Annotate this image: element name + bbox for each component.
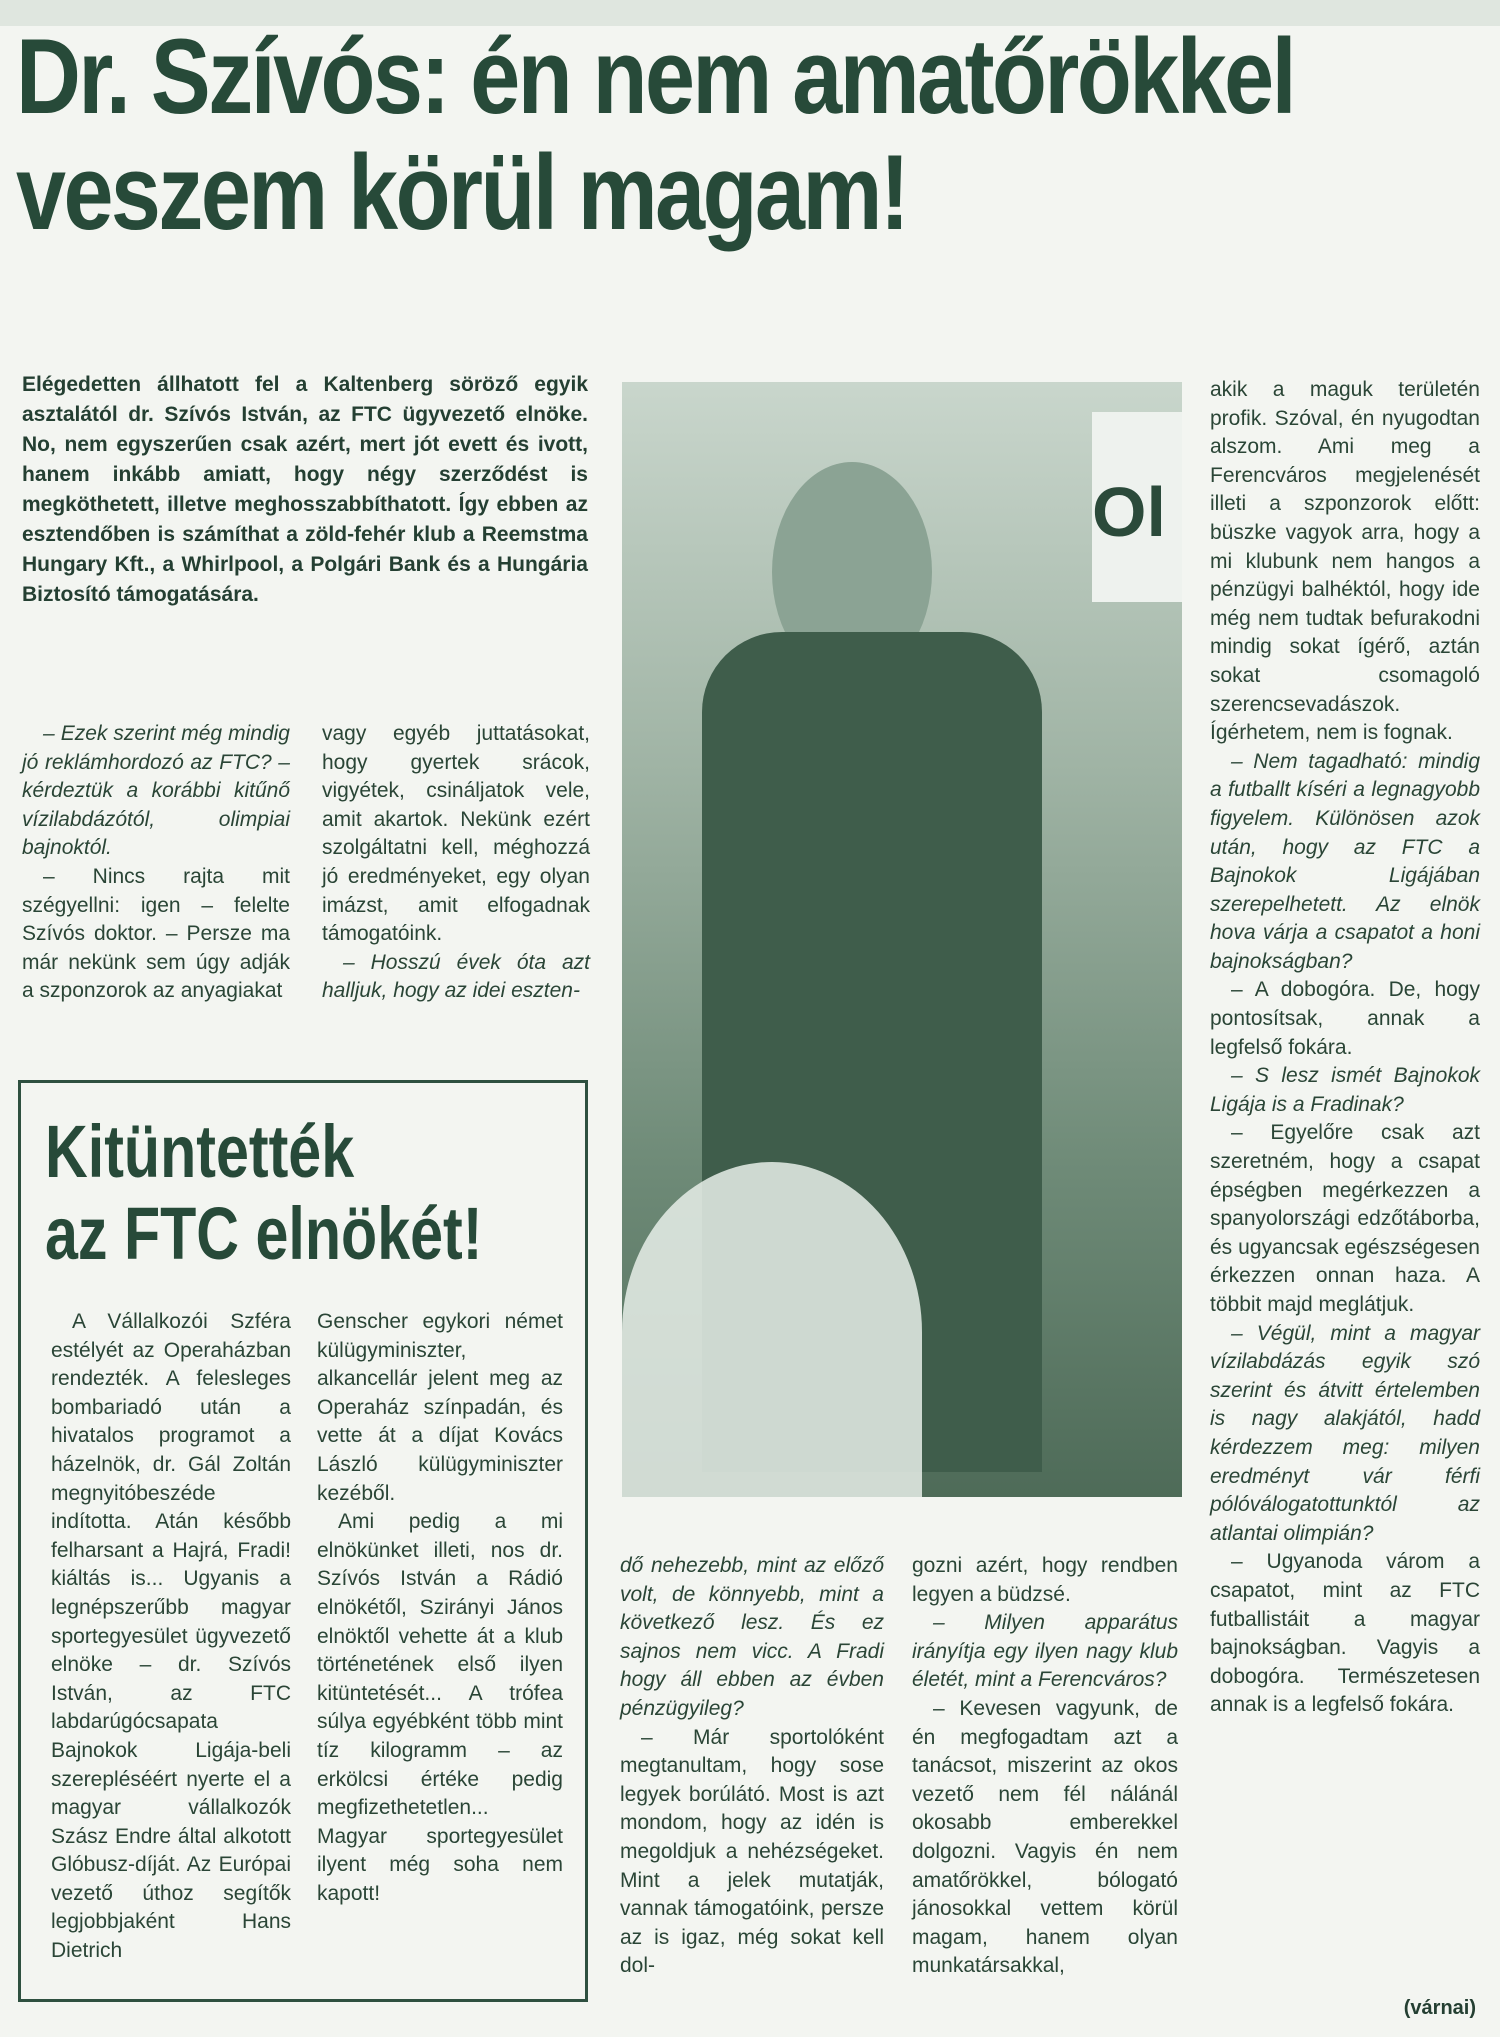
paragraph: vagy egyéb juttatásokat, hogy gyertek srácok, vigyétek, csináljatok vele, amit akartok. Nekünk ezért szolgáltatni kell, méghozzá jó eredményeket, egy olyan imázst, amit elfogadnak támogatóink. [322,722,590,946]
paragraph: – Egyelőre csak azt szeretném, hogy a csapat épségben megérkezzen a spanyolországi edzőtáborba, és ugyancsak egészségesen érkezzen onnan haza. A többit majd meglátjuk. [1210,1121,1480,1316]
author-signature: (várnai) [1403,1997,1476,2019]
flower-bouquet [622,1162,922,1497]
headline-line-1: Dr. Szívós: én nem amatőrökkel [16,16,1295,136]
paragraph: A Vállalkozói Szféra estélyét az Operaházban rendezték. A felesleges bombariadó után a hivatalos programot a házelnök, dr. Gál Zoltán megnyitóbeszéde indította. Atán később felharsant a Hajrá, Fradi! kiáltás is... Ugyanis a legnépszerűbb magyar sportegyesület ügyvezető elnöke – dr. Szívós István, az FTC labdarúgócsapata Bajnokok Ligája-beli szerepléséért nyerte el a magyar vállalkozók Szász Endre által alkotott Glóbusz-díját. Az Európai vezető úthoz segítők legjobbjaként Hans Dietrich [51,1310,291,1963]
article-column-5 [1210,376,1480,1720]
headline [16,16,1295,252]
photo-dr-szivos [622,382,1182,1497]
sidebar-title-line-2: az FTC elnökét! [45,1192,483,1275]
article-column-3 [620,1552,884,1981]
paragraph: – Végül, mint a magyar vízilabdázás egyik szó szerint és átvitt értelemben is nagy alakjától, hadd kérdezzem meg: milyen eredményt vár férfi pólóválogatottunktól az atlantai olimpián? [1210,1321,1480,1545]
paragraph: – S lesz ismét Bajnokok Ligája is a Fradinak? [1210,1064,1480,1116]
paragraph: Genscher egykori német külügyminiszter, alkancellár jelent meg az Operaház színpadán, és vette át a díjat Kovács László külügyminiszter kezéből. [317,1310,563,1505]
paragraph: – Nem tagadható: mindig a futballt kíséri a legnagyobb figyelem. Különösen azok után, hogy az FTC a Bajnokok Ligájában szerepelhetett. Az elnök hova várja a csapatot a honi bajnokságban? [1210,749,1480,973]
sidebar-title-line-1: Kitüntették [45,1110,355,1193]
article-column-4 [912,1552,1178,1981]
paragraph: Ami pedig a mi elnökünket illeti, nos dr. Szívós István a Rádió elnökétől, Szirányi János elnöktől vehette át a klub történetének első ilyen kitüntetését... A trófea súlya egyébként több mint tíz kilogramm – az erkölcsi értéke pedig megfizethetetlen... Magyar sportegyesület ilyent még soha nem kapott! [317,1510,563,1905]
paragraph: – Milyen apparátus irányítja egy ilyen nagy klub életét, mint a Ferencváros? [912,1611,1178,1692]
paragraph: – A dobogóra. De, hogy pontosítsak, annak a legfelső fokára. [1210,978,1480,1059]
sidebar-title [45,1111,493,1275]
sidebar-column-b [317,1308,563,1908]
sidebar-box [18,1080,588,2002]
headline-line-2: veszem körül magam! [16,132,908,252]
paragraph: – Ugyanoda várom a csapatot, mint az FTC futballistáit a magyar bajnokságban. Vagyis a dobogóra. Természetesen annak is a legfelső fokára. [1210,1550,1480,1717]
paragraph: – Hosszú évek óta azt halljuk, hogy az idei eszten- [322,950,590,1003]
article-column-1 [22,720,290,1006]
paragraph: dő nehezebb, mint az előző volt, de könnyebb, mint a következő lesz. És ez sajnos nem vicc. A Fradi hogy áll ebben az évben pénzügyileg? [620,1554,884,1720]
sign-lettering: Ol [1092,473,1166,551]
sidebar-column-a [51,1308,291,1966]
paragraph: – Kevesen vagyunk, de én megfogadtam azt a tanácsot, miszerint az okos vezető nem fél nálánál okosabb emberekkel dolgozni. Vagyis én nem amatőrökkel, bólogató jánosokkal vettem körül magam, hanem olyan munkatársakkal, [912,1696,1178,1978]
paragraph: – Nincs rajta mit szégyellni: igen – felelte Szívós doktor. – Persze ma már nekünk sem úgy adják a szponzorok az anyagiakat [22,864,290,1003]
paragraph: akik a maguk területén profik. Szóval, én nyugodtan alszom. Ami meg a Ferencváros megjelenését illeti a szponzorok előtt: büszke vagyok arra, hogy a mi klubunk nem hangos a pénzügyi balhéktól, hogy ide még nem tudtak befurakodni mindig sokat ígérő, aztán sokat csomagoló szerencsevadászok. Ígérhetem, nem is fognak. [1210,378,1480,745]
paragraph: – Már sportolóként megtanultam, hogy sose legyek borúlátó. Most is azt mondom, hogy az idén is megoldjuk a nehézségeket. Mint a jelek mutatják, vannak támogatóink, persze az is igaz, még sokat kell dol- [620,1725,884,1978]
lead-paragraph: Elégedetten állhatott fel a Kaltenberg söröző egyik asztalától dr. Szívós István, az FTC ügyvezető elnöke. No, nem egyszerűen csak azért, mert jót evett és ivott, hanem inkább amiatt, hogy négy szerződést is megköthetett, illetve meghosszabbíthatott. Így ebben az esztendőben is számíthat a zöld-fehér klub a Reemstma Hungary Kft., a Whirlpool, a Polgári Bank és a Hungária Biztosító támogatására. [22,373,588,606]
paragraph: – Ezek szerint még mindig jó reklámhordozó az FTC? – kérdeztük a korábbi kitűnő vízilabdázótól, olimpiai bajnoktól. [22,722,290,860]
article-column-2 [322,720,590,1006]
paragraph: gozni azért, hogy rendben legyen a büdzsé. [912,1554,1178,1606]
